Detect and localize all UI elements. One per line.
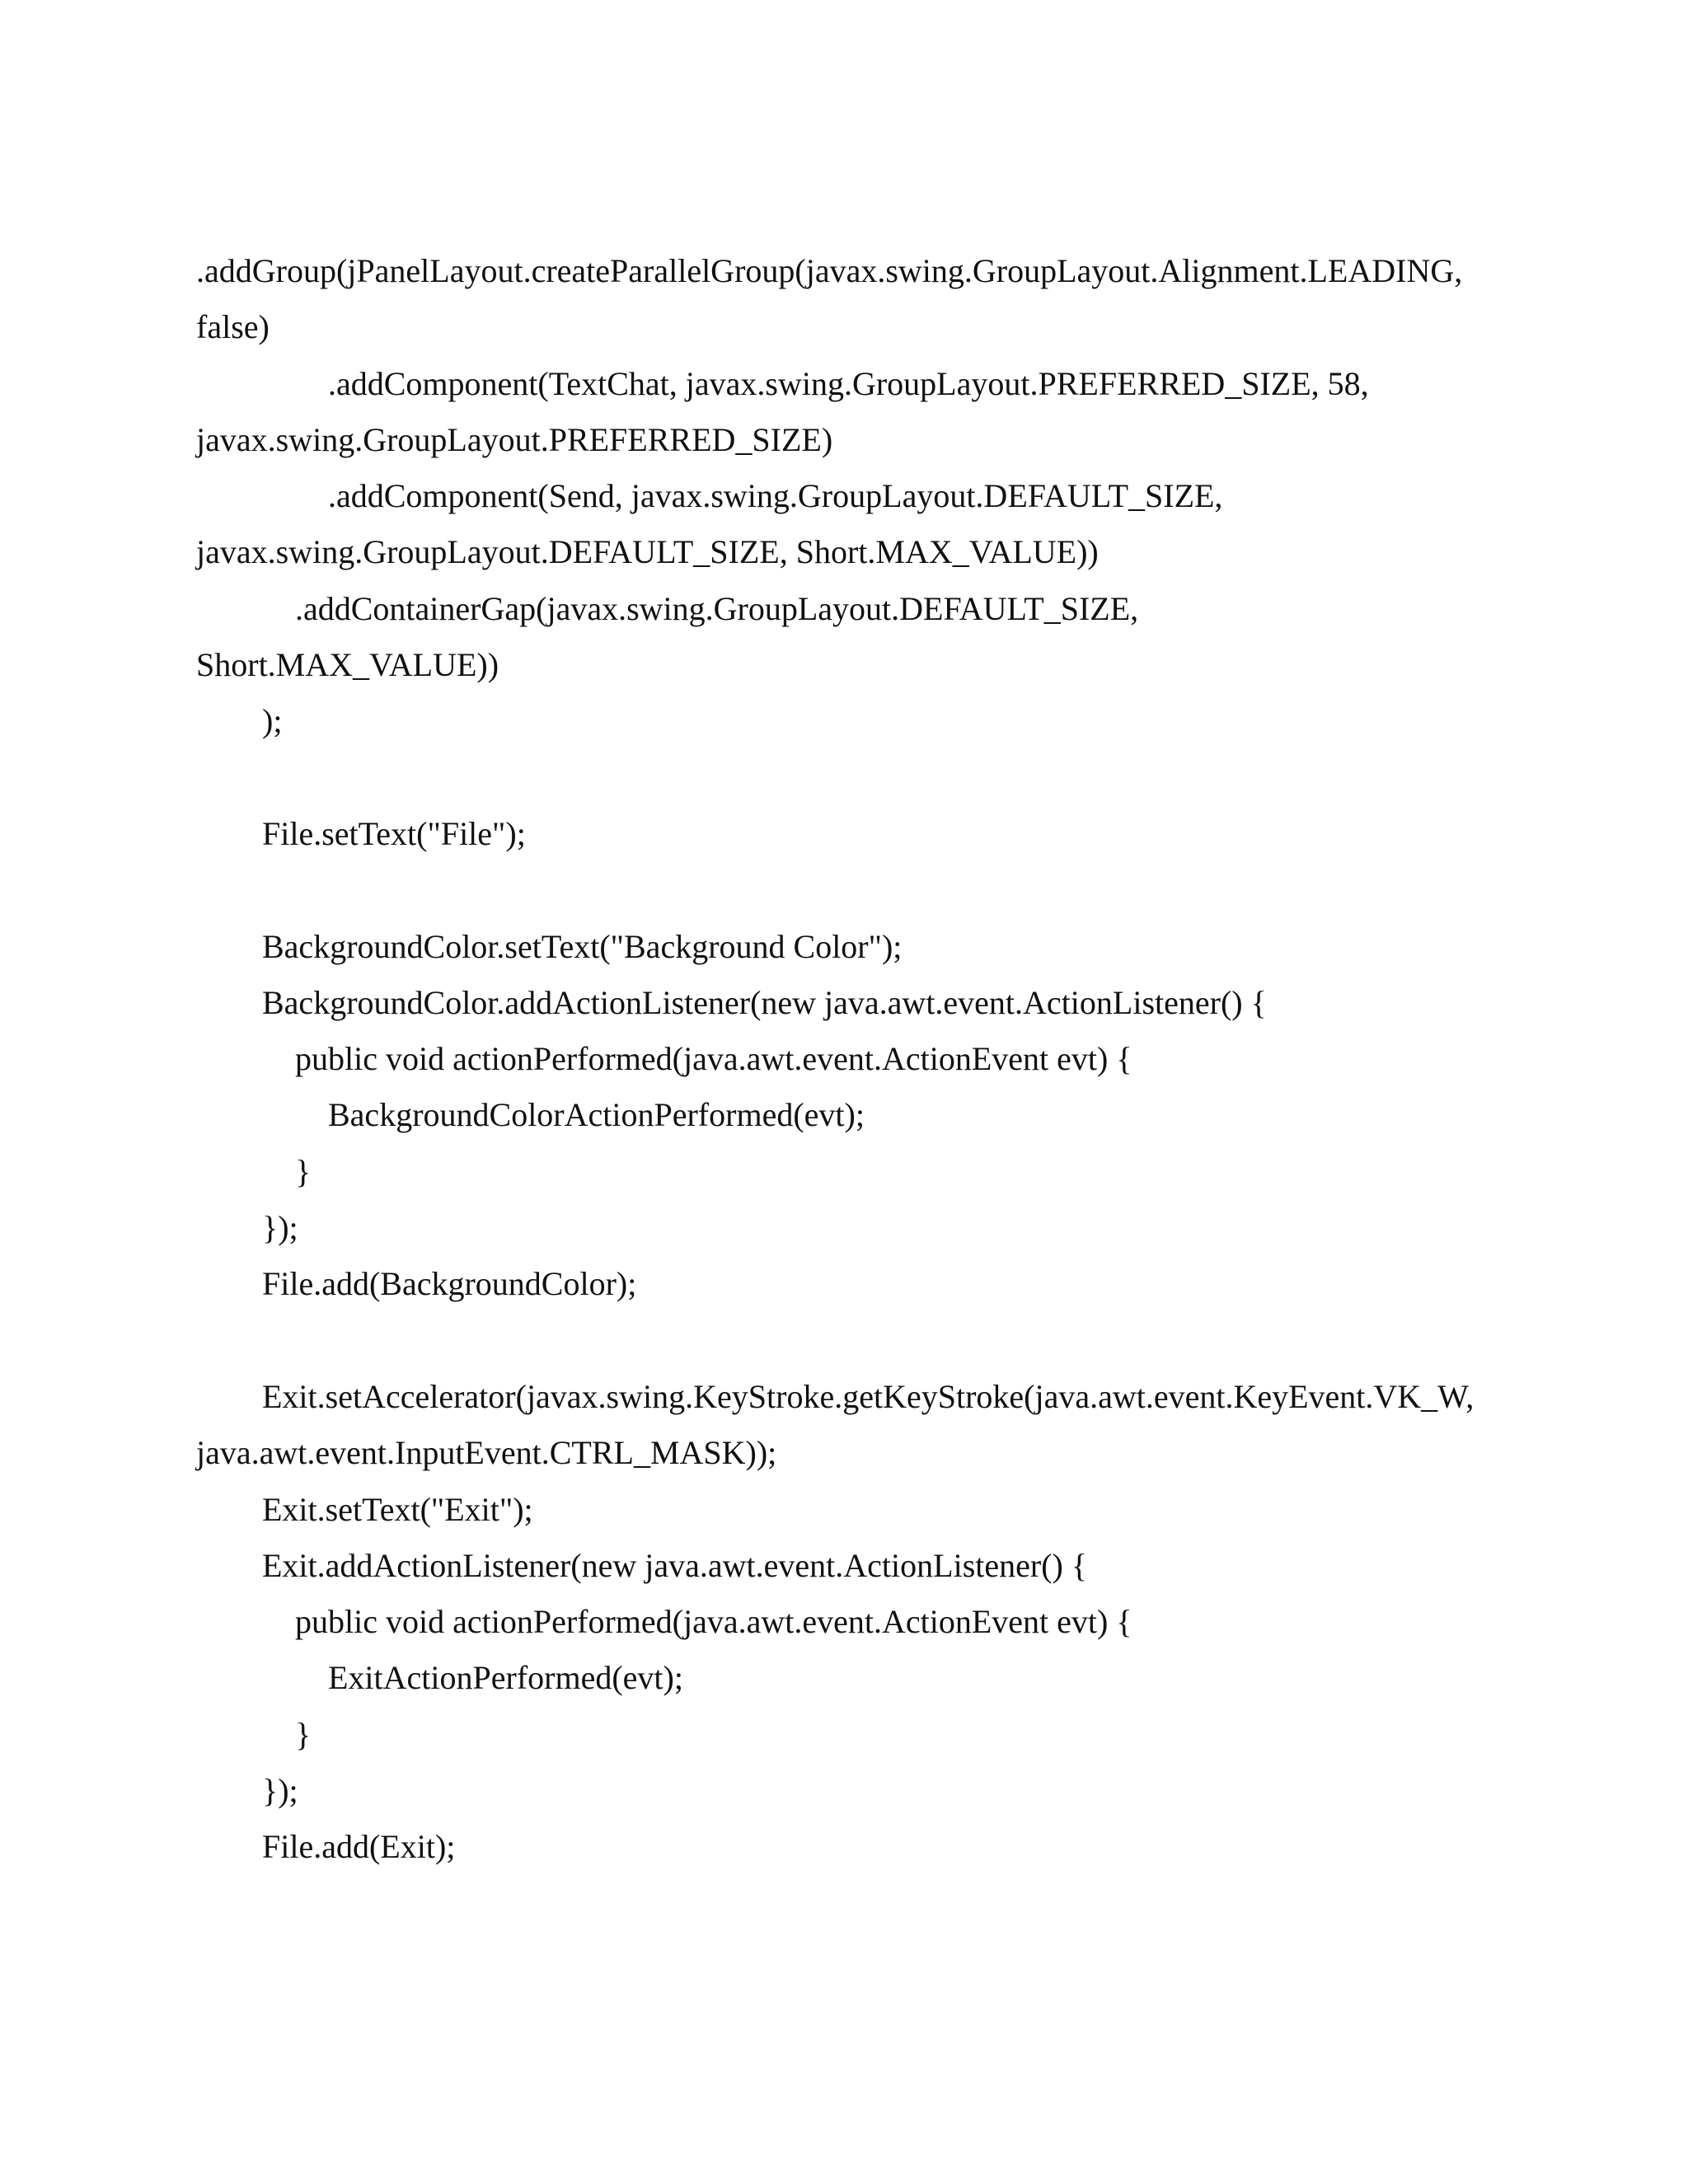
code-line: BackgroundColor.addActionListener(new java.awt.event.ActionListener() {	[262, 983, 1267, 1021]
code-line: .addComponent(Send, javax.swing.GroupLayout.DEFAULT_SIZE,	[328, 477, 1223, 515]
code-line: Exit.setText("Exit");	[262, 1490, 533, 1528]
code-line: });	[262, 1772, 298, 1810]
blank-line	[196, 750, 1523, 806]
code-line: .addContainerGap(javax.swing.GroupLayout.DEFAULT_SIZE,	[295, 589, 1139, 627]
code-line: BackgroundColorActionPerformed(evt);	[328, 1096, 865, 1134]
code-line: .addComponent(TextChat, javax.swing.GroupLayout.PREFERRED_SIZE, 58,	[328, 364, 1369, 402]
code-line: javax.swing.GroupLayout.DEFAULT_SIZE, Short.MAX_VALUE))	[196, 533, 1099, 571]
code-line: });	[262, 1209, 298, 1247]
code-line: Short.MAX_VALUE))	[196, 646, 499, 684]
code-line: File.setText("File");	[262, 814, 526, 852]
code-line: );	[262, 702, 283, 740]
code-line: Exit.setAccelerator(javax.swing.KeyStroke.getKeyStroke(java.awt.event.KeyEvent.VK_W,	[262, 1377, 1475, 1415]
blank-line	[196, 1313, 1523, 1369]
code-line: ExitActionPerformed(evt);	[328, 1659, 683, 1697]
code-line: java.awt.event.InputEvent.CTRL_MASK));	[196, 1434, 777, 1472]
code-line: false)	[196, 308, 270, 346]
code-listing	[196, 243, 1523, 1876]
code-line: Exit.addActionListener(new java.awt.event.ActionListener() {	[262, 1546, 1088, 1584]
blank-line	[196, 862, 1523, 918]
code-line: BackgroundColor.setText("Background Color");	[262, 927, 903, 965]
code-line: File.add(BackgroundColor);	[262, 1265, 637, 1303]
code-line: File.add(Exit);	[262, 1828, 456, 1866]
code-line: }	[295, 1152, 312, 1190]
code-line: javax.swing.GroupLayout.PREFERRED_SIZE)	[196, 420, 833, 458]
code-line: public void actionPerformed(java.awt.event.ActionEvent evt) {	[295, 1603, 1132, 1641]
code-line: public void actionPerformed(java.awt.event.ActionEvent evt) {	[295, 1040, 1132, 1078]
code-line: }	[295, 1715, 312, 1753]
code-line: .addGroup(jPanelLayout.createParallelGroup(javax.swing.GroupLayout.Alignment.LEADING,	[196, 252, 1463, 289]
